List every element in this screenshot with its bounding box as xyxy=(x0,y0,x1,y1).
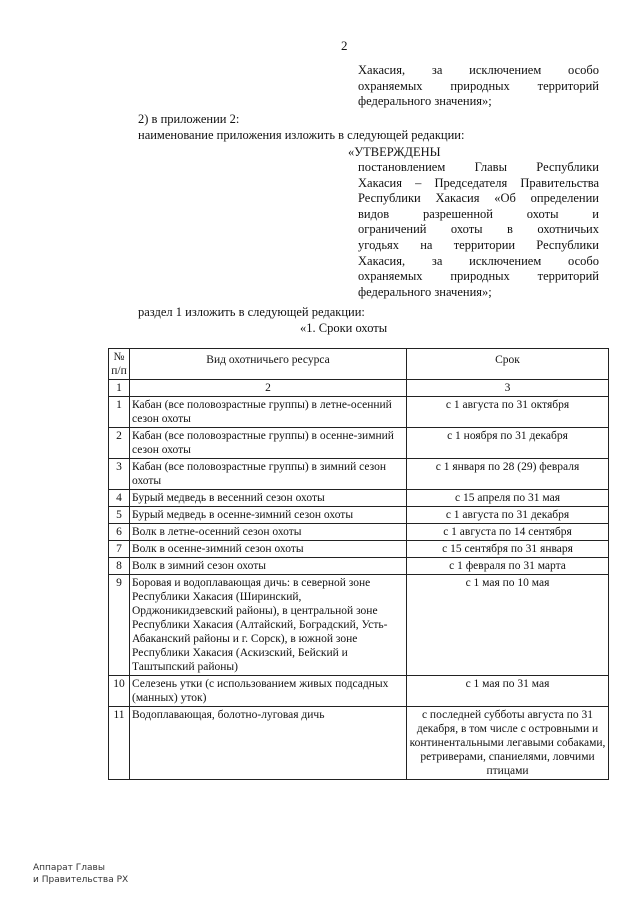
table-row xyxy=(109,428,609,459)
row-resource: Боровая и водоплавающая дичь: в северной зоне Республики Хакасия (Ширинский, Орджоникидзевский районы), в центральной зоне Республики Хакасия (Алтайский, Боградский, Усть-Абаканский районы и г. Сорск), в южной зоне Республики Хакасия (Аскизский, Бейский и Таштыпский районы) xyxy=(130,575,407,676)
row-term: с 1 августа по 31 октября xyxy=(407,397,609,428)
row-num: 5 xyxy=(109,507,130,524)
table-row xyxy=(109,707,609,780)
row-resource: Волк в летне-осенний сезон охоты xyxy=(130,524,407,541)
row-resource: Бурый медведь в весенний сезон охоты xyxy=(130,490,407,507)
row-resource: Волк в осенне-зимний сезон охоты xyxy=(130,541,407,558)
row-num: 8 xyxy=(109,558,130,575)
table-row xyxy=(109,507,609,524)
row-term: с 15 апреля по 31 мая xyxy=(407,490,609,507)
row-resource: Кабан (все половозрастные группы) в осенне-зимний сезон охоты xyxy=(130,428,407,459)
row-num: 1 xyxy=(109,397,130,428)
top-block-line: федерального значения»; xyxy=(358,94,492,109)
row-term: с 1 ноября по 31 декабря xyxy=(407,428,609,459)
row-resource: Бурый медведь в осенне-зимний сезон охоты xyxy=(130,507,407,524)
row-num: 7 xyxy=(109,541,130,558)
table-row xyxy=(109,459,609,490)
top-block-line: охраняемых природных территорий xyxy=(358,78,599,93)
row-num: 3 xyxy=(109,459,130,490)
approved-line: Хакасия – Председателя Правительства xyxy=(358,175,599,190)
approved-heading: «УТВЕРЖДЕНЫ xyxy=(348,145,441,159)
row-num: 10 xyxy=(109,676,130,707)
index-cell: 1 xyxy=(109,380,130,397)
row-num: 6 xyxy=(109,524,130,541)
table-index-row xyxy=(109,380,609,397)
item-2-instruction: наименование приложения изложить в следующей редакции: xyxy=(138,128,465,142)
approved-line: Хакасия, за исключением особо xyxy=(358,253,599,268)
approved-line: видов разрешенной охоты и xyxy=(358,206,599,221)
row-resource: Селезень утки (с использованием живых подсадных (манных) уток) xyxy=(130,676,407,707)
row-term: с 15 сентября по 31 января xyxy=(407,541,609,558)
row-resource: Волк в зимний сезон охоты xyxy=(130,558,407,575)
row-term: с 1 мая по 10 мая xyxy=(407,575,609,676)
row-resource: Кабан (все половозрастные группы) в зимний сезон охоты xyxy=(130,459,407,490)
table-row xyxy=(109,676,609,707)
row-num: 11 xyxy=(109,707,130,780)
index-cell: 3 xyxy=(407,380,609,397)
header-term: Срок xyxy=(407,349,609,380)
approved-block xyxy=(358,160,599,300)
row-num: 2 xyxy=(109,428,130,459)
approved-line: постановлением Главы Республики xyxy=(358,160,599,174)
stamp-line: и Правительства РХ xyxy=(33,875,129,885)
table-header-row xyxy=(109,349,609,380)
approved-line: угодьях на территории Республики xyxy=(358,237,599,252)
header-num: № п/п xyxy=(109,349,130,380)
table-row xyxy=(109,541,609,558)
table-row xyxy=(109,558,609,575)
section-title: «1. Сроки охоты xyxy=(300,321,388,335)
row-resource: Кабан (все половозрастные группы) в летне-осенний сезон охоты xyxy=(130,397,407,428)
row-term: с 1 августа по 31 декабря xyxy=(407,507,609,524)
approved-line: федерального значения»; xyxy=(358,284,492,299)
row-term: с последней субботы августа по 31 декабря, в том числе с островными и континентальными легавыми собаками, ретриверами, спаниелями, ловчими птицами xyxy=(407,707,609,780)
row-resource: Водоплавающая, болотно-луговая дичь xyxy=(130,707,407,780)
row-num: 4 xyxy=(109,490,130,507)
row-term: с 1 января по 28 (29) февраля xyxy=(407,459,609,490)
table-row xyxy=(109,490,609,507)
row-num: 9 xyxy=(109,575,130,676)
index-cell: 2 xyxy=(130,380,407,397)
hunting-terms-table xyxy=(108,348,609,780)
approved-line: ограничений охоты в охотничьих xyxy=(358,222,599,237)
row-term: с 1 мая по 31 мая xyxy=(407,676,609,707)
page-number: 2 xyxy=(341,38,348,53)
table-row xyxy=(109,397,609,428)
approved-line: охраняемых природных территорий xyxy=(358,269,599,284)
top-block xyxy=(358,63,599,110)
office-stamp xyxy=(33,862,128,886)
item-2: 2) в приложении 2: xyxy=(138,112,240,126)
row-term: с 1 февраля по 31 марта xyxy=(407,558,609,575)
header-resource: Вид охотничьего ресурса xyxy=(130,349,407,380)
top-block-line: Хакасия, за исключением особо xyxy=(358,63,599,77)
table-row xyxy=(109,524,609,541)
row-term: с 1 августа по 14 сентября xyxy=(407,524,609,541)
stamp-line: Аппарат Главы xyxy=(33,863,105,873)
approved-line: Республики Хакасия «Об определении xyxy=(358,191,599,206)
table-row xyxy=(109,575,609,676)
section-instruction: раздел 1 изложить в следующей редакции: xyxy=(138,305,365,319)
